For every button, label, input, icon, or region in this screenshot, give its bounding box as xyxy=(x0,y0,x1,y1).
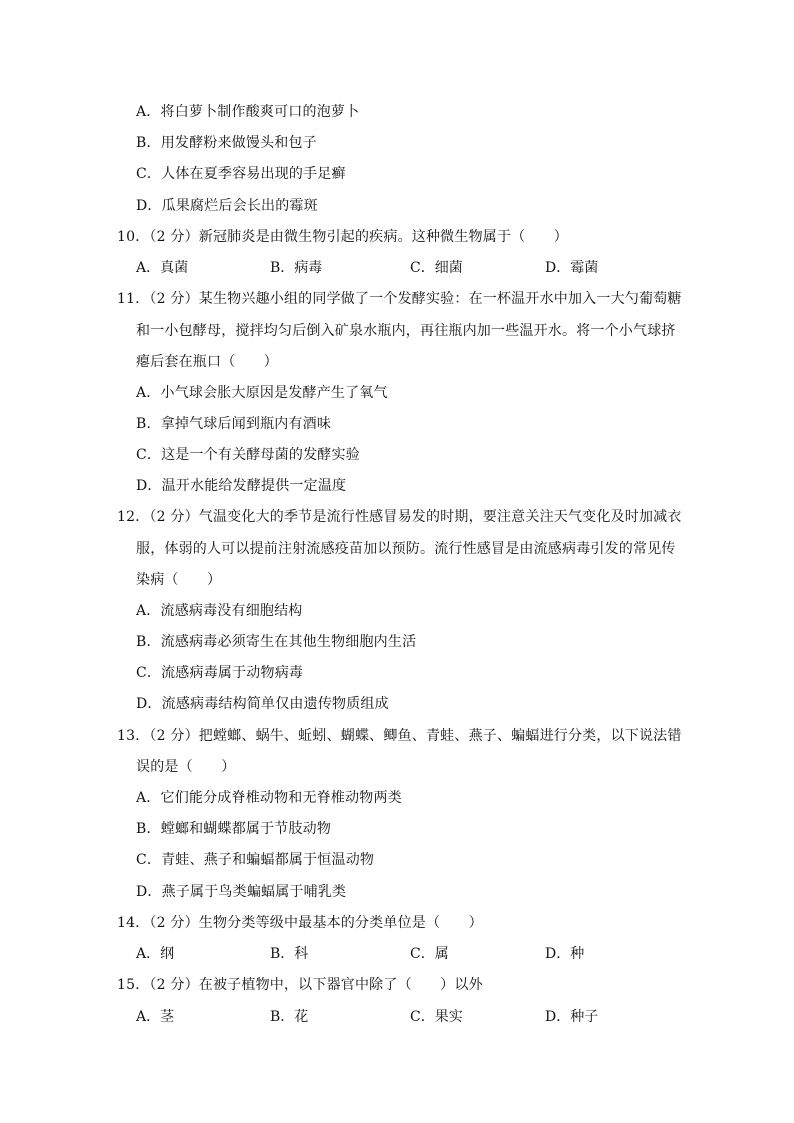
q15-option-d: D．种子 xyxy=(545,1009,599,1025)
q12-stem-line-2: 服，体弱的人可以提前注射流感疫苗加以预防。流行性感冒是由流感病毒引发的常见传 xyxy=(136,541,676,557)
q14-option-b: B．科 xyxy=(270,946,309,962)
q10-stem: 10．（2 分）新冠肺炎是由微生物引起的疾病。这种微生物属于（ ） xyxy=(117,229,568,245)
q13-stem-line-1: 13．（2 分）把螳螂、蜗牛、蚯蚓、蝴蝶、鲫鱼、青蛙、燕子、蝙蝠进行分类，以下说法错 xyxy=(117,728,682,744)
q13-option-d: D．燕子属于鸟类蝙蝠属于哺乳类 xyxy=(136,884,347,900)
q15-options xyxy=(136,1008,656,1026)
q10-option-c: C．细菌 xyxy=(410,260,463,276)
q12-stem-line-3: 染病（ ） xyxy=(136,572,222,588)
q14-option-c: C．属 xyxy=(410,946,449,962)
q12-option-c: C．流感病毒属于动物病毒 xyxy=(136,665,304,681)
q14-option-a: A．纲 xyxy=(136,946,175,962)
q15-option-a: A．茎 xyxy=(136,1009,175,1025)
q10-options xyxy=(136,259,656,277)
q10-option-b: B．病毒 xyxy=(270,260,323,276)
q15-stem: 15．（2 分）在被子植物中，以下器官中除了（ ）以外 xyxy=(117,977,483,993)
q9-option-b: B．用发酵粉来做馒头和包子 xyxy=(136,135,317,151)
q9-option-c: C．人体在夏季容易出现的手足癣 xyxy=(136,166,346,182)
q13-option-b: B．螳螂和蝴蝶都属于节肢动物 xyxy=(136,821,332,837)
q14-stem: 14．（2 分）生物分类等级中最基本的分类单位是（ ） xyxy=(117,915,483,931)
q12-option-a: A．流感病毒没有细胞结构 xyxy=(136,603,303,619)
q13-option-c: C．青蛙、燕子和蝙蝠都属于恒温动物 xyxy=(136,852,375,868)
q9-option-d: D．瓜果腐烂后会长出的霉斑 xyxy=(136,198,318,214)
q14-option-d: D．种 xyxy=(545,946,585,962)
q15-option-b: B．花 xyxy=(270,1009,309,1025)
q14-options xyxy=(136,945,656,963)
q11-stem-line-1: 11．（2 分）某生物兴趣小组的同学做了一个发酵实验：在一杯温开水中加入一大勺葡萄糖 xyxy=(117,291,682,307)
q11-option-a: A．小气球会胀大原因是发酵产生了氧气 xyxy=(136,385,388,401)
q11-stem-line-2: 和一小包酵母，搅拌均匀后倒入矿泉水瓶内，再往瓶内加一些温开水。将一个小气球挤 xyxy=(136,323,676,339)
q10-option-a: A．真菌 xyxy=(136,260,189,276)
q11-option-b: B．拿掉气球后闻到瓶内有酒味 xyxy=(136,416,332,432)
q11-option-d: D．温开水能给发酵提供一定温度 xyxy=(136,478,347,494)
q15-option-c: C．果实 xyxy=(410,1009,463,1025)
q13-stem-line-2: 误的是（ ） xyxy=(136,759,236,775)
q9-option-a: A．将白萝卜制作酸爽可口的泡萝卜 xyxy=(136,104,360,120)
q12-option-b: B．流感病毒必须寄生在其他生物细胞内生活 xyxy=(136,634,417,650)
q10-option-d: D．霉菌 xyxy=(545,260,599,276)
q12-option-d: D．流感病毒结构简单仅由遗传物质组成 xyxy=(136,696,389,712)
q11-option-c: C．这是一个有关酵母菌的发酵实验 xyxy=(136,447,360,463)
q12-stem-line-1: 12．（2 分）气温变化大的季节是流行性感冒易发的时期，要注意关注天气变化及时加减衣 xyxy=(117,509,682,525)
q13-option-a: A．它们能分成脊椎动物和无脊椎动物两类 xyxy=(136,790,402,806)
q11-stem-line-3: 瘪后套在瓶口（ ） xyxy=(136,354,278,370)
